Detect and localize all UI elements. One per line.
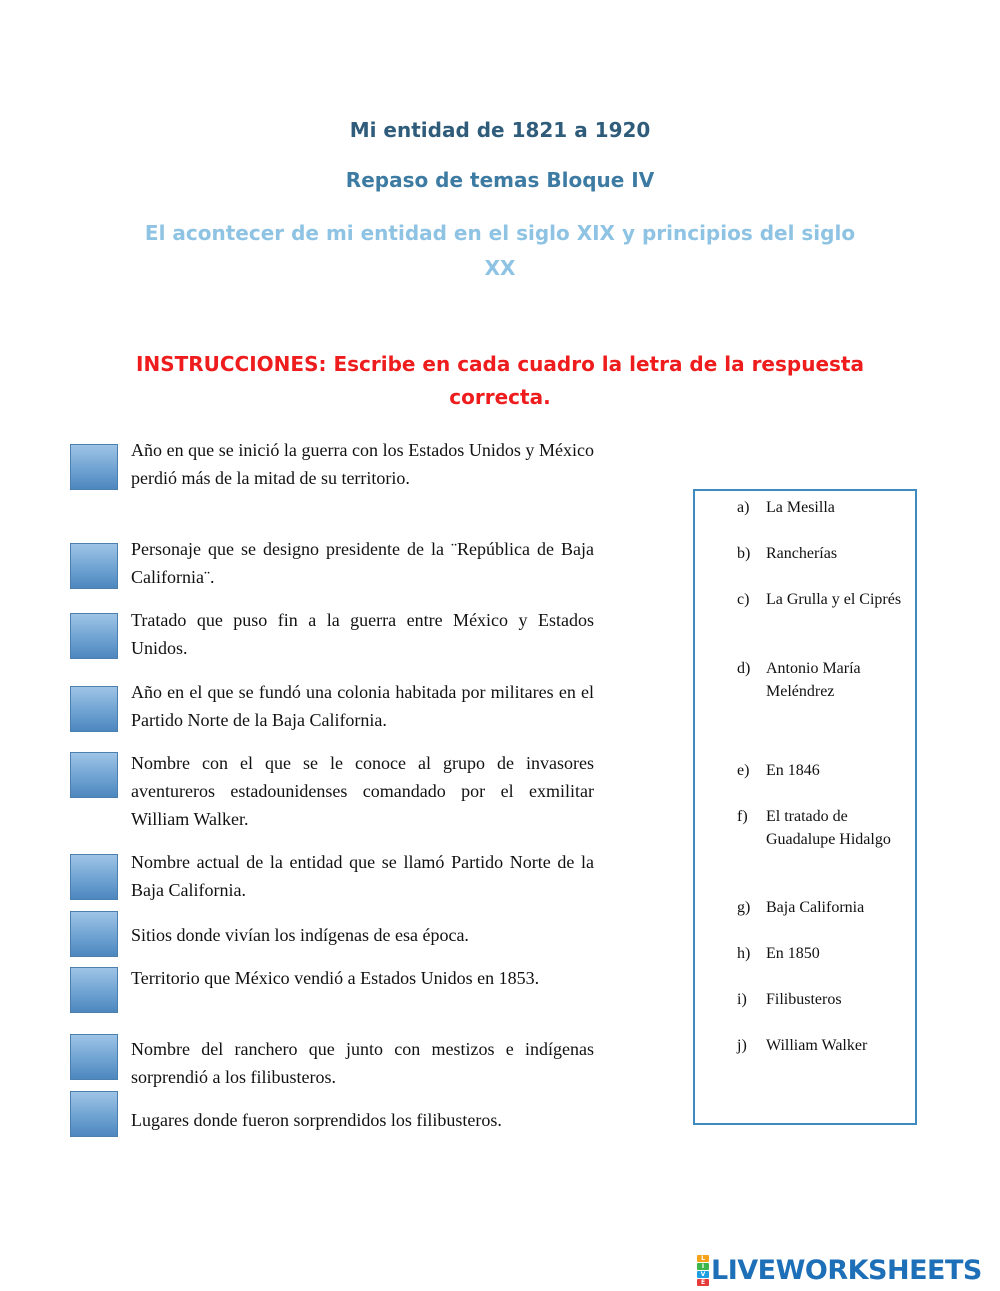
option-letter: a) — [737, 499, 750, 516]
answer-box-6[interactable] — [70, 854, 118, 900]
option-letter: j) — [737, 1037, 747, 1054]
logo-icon — [697, 1254, 709, 1286]
answer-box-3[interactable] — [70, 613, 118, 659]
option-text: Antonio María Meléndrez — [766, 660, 861, 700]
question-2: Personaje que se designo presidente de la ¨República de Baja California¨. — [131, 539, 594, 587]
option-letter: i) — [737, 991, 747, 1008]
option-text: El tratado de Guadalupe Hidalgo — [766, 808, 891, 848]
question-7: Sitios donde vivían los indígenas de esa época. — [131, 925, 469, 945]
answer-option — [737, 942, 907, 965]
logo-text: LIVEWORKSHEETS — [711, 1254, 982, 1286]
option-text: William Walker — [766, 1037, 868, 1054]
option-letter: h) — [737, 945, 751, 962]
liveworksheets-logo[interactable] — [697, 1254, 982, 1286]
logo-letter: L — [697, 1255, 709, 1262]
logo-letter: I — [697, 1263, 709, 1270]
answer-box-4[interactable] — [70, 686, 118, 732]
answer-options-panel — [693, 489, 917, 1125]
question-3: Tratado que puso fin a la guerra entre México y Estados Unidos. — [131, 610, 594, 658]
option-text: Rancherías — [766, 545, 838, 562]
answer-option — [737, 657, 907, 703]
page-subtitle: Repaso de temas Bloque IV — [345, 168, 655, 192]
answer-box-7[interactable] — [70, 911, 118, 957]
page-title: Mi entidad de 1821 a 1920 — [349, 118, 651, 142]
option-text: La Mesilla — [766, 499, 835, 516]
question-8: Territorio que México vendió a Estados Unidos en 1853. — [131, 968, 540, 988]
answer-option — [737, 1034, 907, 1057]
option-text: Baja California — [766, 899, 865, 916]
logo-letter: V — [697, 1271, 709, 1278]
answer-option — [737, 988, 907, 1011]
answer-box-8[interactable] — [70, 967, 118, 1013]
option-letter: c) — [737, 591, 750, 608]
answer-box-5[interactable] — [70, 752, 118, 798]
answer-option — [737, 759, 907, 782]
page-theme: El acontecer de mi entidad en el siglo XIX y principios del siglo XX — [144, 221, 856, 280]
instructions: INSTRUCCIONES: Escribe en cada cuadro la letra de la respuesta correcta. — [136, 352, 864, 409]
option-letter: d) — [737, 660, 751, 677]
question-10: Lugares donde fueron sorprendidos los filibusteros. — [131, 1110, 502, 1130]
answer-option — [737, 588, 907, 611]
option-text: La Grulla y el Ciprés — [766, 591, 902, 608]
question-4: Año en el que se fundó una colonia habitada por militares en el Partido Norte de la Baja California. — [131, 682, 594, 730]
question-6: Nombre actual de la entidad que se llamó Partido Norte de la Baja California. — [131, 852, 594, 900]
option-letter: f) — [737, 808, 748, 825]
option-text: En 1850 — [766, 945, 820, 962]
answer-box-9[interactable] — [70, 1034, 118, 1080]
answer-box-1[interactable] — [70, 444, 118, 490]
option-text: Filibusteros — [766, 991, 842, 1008]
answer-box-2[interactable] — [70, 543, 118, 589]
option-letter: g) — [737, 899, 751, 916]
answer-option — [737, 496, 907, 519]
question-5: Nombre con el que se le conoce al grupo de invasores aventureros estadounidenses comandado por el exmilitar William Walker. — [131, 753, 594, 829]
answer-option — [737, 896, 907, 919]
answer-option — [737, 805, 907, 851]
option-text: En 1846 — [766, 762, 820, 779]
question-1: Año en que se inició la guerra con los Estados Unidos y México perdió más de la mitad de su territorio. — [131, 440, 594, 488]
question-9: Nombre del ranchero que junto con mestizos e indígenas sorprendió a los filibusteros. — [131, 1039, 594, 1087]
logo-letter: E — [697, 1279, 709, 1286]
option-letter: b) — [737, 545, 751, 562]
option-letter: e) — [737, 762, 750, 779]
answer-option — [737, 542, 907, 565]
answer-box-10[interactable] — [70, 1091, 118, 1137]
